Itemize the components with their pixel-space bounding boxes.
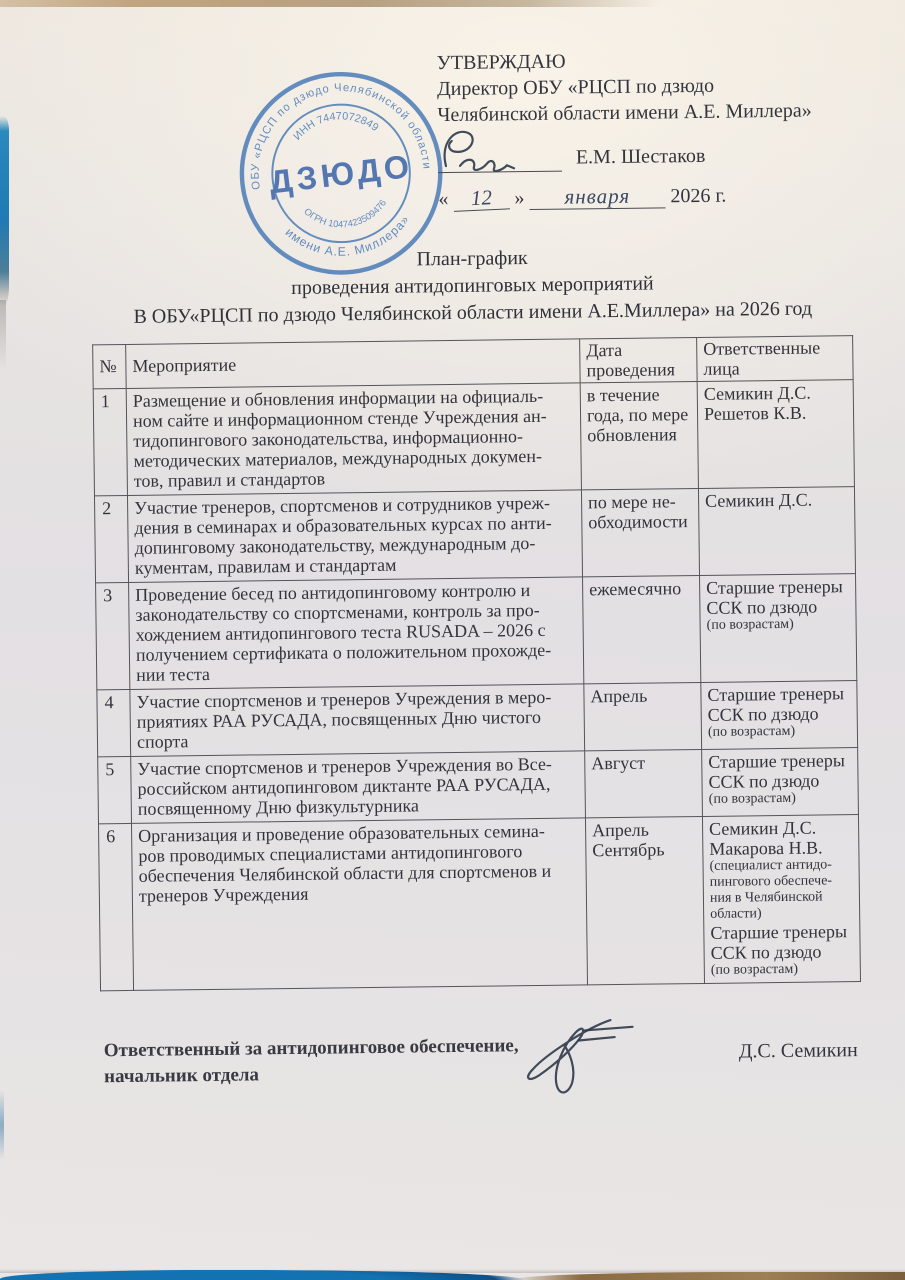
text-line: приятиях РАА РУСАДА, посвященных Дню чистого	[136, 706, 541, 732]
text-line: (по возрастам)	[708, 790, 796, 807]
officer-name: Д.С. Семикин	[738, 1039, 858, 1063]
text-line: Старшие тренеры	[707, 683, 845, 705]
text-line: Мероприятие	[132, 354, 237, 376]
col-header-number	[93, 344, 127, 388]
text-line: тренеров Учреждения	[138, 883, 309, 906]
cell-responsible	[697, 380, 854, 489]
text-line: пингового обеспече-	[709, 873, 833, 890]
approval-date-row	[438, 183, 726, 212]
text-line: обновления	[587, 424, 677, 446]
text-line: области)	[710, 906, 762, 922]
cell-responsible	[698, 487, 855, 576]
text-line: Участие тренеров, спортсменов и сотрудников учреж-	[134, 492, 551, 518]
approval-block	[437, 46, 812, 129]
text-line: (по возрастам)	[710, 961, 799, 978]
text-line: ССК по дзюдо	[707, 703, 819, 725]
cell-number: 6	[99, 823, 134, 990]
text-line: в течение	[586, 384, 660, 406]
table-row	[96, 574, 857, 690]
plan-table-body	[93, 380, 860, 991]
text-line: хождением антидопингового теста RUSADA – 2026 с	[135, 619, 546, 645]
text-line: Апрель	[591, 819, 650, 841]
cell-date	[584, 682, 702, 750]
approval-heading: УТВЕРЖДАЮ	[436, 50, 566, 75]
stamp-ring-bottom-text: имени А.Е. Миллера»	[282, 212, 413, 259]
cell-activity	[126, 383, 581, 496]
text-line: Сентябрь	[592, 839, 665, 861]
text-line: лица	[703, 358, 740, 379]
text-line: Дата	[586, 339, 623, 361]
footer-role-block	[104, 1033, 519, 1090]
cell-number: 2	[94, 495, 128, 582]
approval-director-line2: Челябинской области имени А.Е. Миллера»	[437, 99, 812, 127]
text-line: Старшие тренеры	[706, 576, 843, 598]
text-line: Старшие тренеры	[710, 921, 848, 943]
text-line: дения в семинарах и образовательных курсах по анти-	[134, 512, 552, 538]
text-line: обеспечения Челябинской области для спортсменов и	[138, 860, 552, 886]
col-header-activity	[126, 339, 581, 389]
stamp-inn-text: ИНН 7447072849	[291, 110, 381, 143]
table-row	[97, 681, 858, 757]
text-line: российском антидопинговом диктанте РАА РУСАДА,	[137, 773, 551, 799]
handwritten-month: января	[529, 183, 665, 210]
cell-date	[583, 575, 701, 683]
cell-activity	[130, 684, 585, 757]
text-line: по мере не-	[587, 491, 676, 513]
text-line: Размещение и обновления информации на официаль-	[132, 385, 544, 411]
stamp-center-text: ДЗЮДО	[267, 147, 415, 201]
table-row	[93, 380, 854, 496]
cell-responsible	[701, 681, 858, 750]
text-line: кументам, правилам и стандартам	[134, 554, 397, 578]
table-row	[98, 748, 859, 824]
cell-date	[585, 816, 704, 984]
handwritten-day: 12	[453, 184, 510, 212]
text-line: (специалист антидо-	[709, 857, 832, 874]
cell-number: 5	[98, 756, 132, 823]
plan-table	[92, 335, 861, 991]
stamp-ring-top-text: ОБУ «РЦСП по дзюдо Челябинской области	[249, 81, 433, 191]
cell-responsible	[702, 815, 860, 984]
text-line: посвященному Дню физкультурника	[137, 795, 420, 819]
text-line: Август	[591, 752, 646, 774]
footer-role-line1: Ответственный за антидопинговое обеспечение,	[103, 1035, 519, 1062]
col-header-responsible	[697, 336, 854, 382]
text-line: ежемесячно	[589, 578, 682, 600]
officer-signature-icon	[510, 1005, 681, 1107]
text-line: тов, правил и стандартов	[133, 468, 326, 491]
text-line: Проведение бесед по антидопинговому контролю и	[135, 580, 531, 605]
director-signature-row	[438, 123, 859, 180]
text-line: ном сайте и информационном стенде Учреждения ан-	[132, 405, 547, 431]
cell-number: 4	[97, 689, 131, 756]
text-line: Старшие тренеры	[708, 750, 846, 772]
cell-activity	[127, 490, 582, 583]
text-line: (по возрастам)	[707, 723, 796, 740]
text-line: проведения	[586, 359, 676, 381]
text-line: года, по мере	[586, 404, 689, 426]
cell-activity	[129, 577, 584, 690]
cell-responsible	[700, 574, 857, 683]
col-header-date	[580, 337, 698, 382]
text-line: Апрель	[590, 685, 648, 707]
table-row	[99, 815, 861, 991]
text-line: ССК по дзюдо	[708, 770, 820, 792]
text-line: законодательству со спортсменами, контроль за про-	[135, 599, 540, 625]
text-line: обходимости	[588, 511, 688, 533]
table-row	[94, 487, 855, 583]
text-line: Семикин Д.С.	[704, 489, 813, 511]
desk-edge-left-lower	[0, 1090, 4, 1160]
text-line: тидопингового законодательства, информационно-	[133, 426, 524, 451]
text-line: допинговому законодательству, международным до-	[134, 532, 536, 558]
text-line: ров проводимых специалистами антидопингового	[138, 841, 523, 866]
text-line: Семикин Д.С.	[708, 817, 817, 839]
director-name: Е.М. Шестаков	[575, 144, 706, 169]
cell-number: 3	[96, 582, 130, 689]
text-line: ССК по дзюдо	[706, 596, 818, 618]
svg-text:ИНН 7447072849	[289, 106, 382, 144]
date-open-quote: «	[438, 188, 449, 211]
text-line: Решетов К.В.	[703, 402, 807, 424]
text-line: Участие спортсменов и тренеров Учреждения в меро-	[136, 686, 552, 712]
text-line: №	[99, 356, 117, 377]
text-line: (по возрастам)	[706, 616, 794, 633]
text-line: ССК по дзюдо	[710, 941, 822, 963]
text-line: Макарова Н.В.	[709, 837, 823, 859]
text-line: Ответственные	[703, 337, 821, 359]
date-year: 2026 г.	[670, 184, 727, 208]
footer-role-line2: начальник отдела	[103, 1064, 260, 1088]
text-line: нии теста	[136, 663, 211, 685]
document-title	[0, 240, 905, 333]
text-line: Организация и проведение образовательных семина-	[138, 820, 545, 846]
date-close-quote: »	[514, 187, 525, 210]
text-line: получением сертификата о положительном прохожде-	[135, 639, 552, 665]
cell-date	[581, 488, 699, 576]
text-line: методических материалов, международных докумен-	[133, 445, 543, 471]
title-line1: План-график	[416, 247, 528, 271]
title-line2: проведения антидопинговых мероприятий	[291, 272, 654, 299]
title-line3: В ОБУ«РЦСП по дзюдо Челябинской области имени А.Е.Миллера» на 2026 год	[133, 297, 813, 328]
cell-activity	[131, 818, 587, 991]
cell-activity	[131, 751, 586, 824]
text-line: Семикин Д.С.	[703, 382, 811, 404]
cell-date	[585, 749, 703, 817]
cell-number: 1	[93, 388, 127, 495]
svg-text:ОГРН 1047423509476	[301, 197, 390, 234]
cell-responsible	[702, 748, 859, 817]
stamp-ogrn-text: ОГРН 1047423509476	[302, 197, 389, 230]
text-line: ния в Челябинской	[709, 889, 823, 906]
approval-director-line1: Директор ОБУ «РЦСП по дзюдо	[436, 74, 715, 101]
cell-date	[580, 381, 698, 489]
text-line: Участие спортсменов и тренеров Учреждения во Все-	[137, 753, 552, 779]
text-line: спорта	[136, 731, 189, 752]
